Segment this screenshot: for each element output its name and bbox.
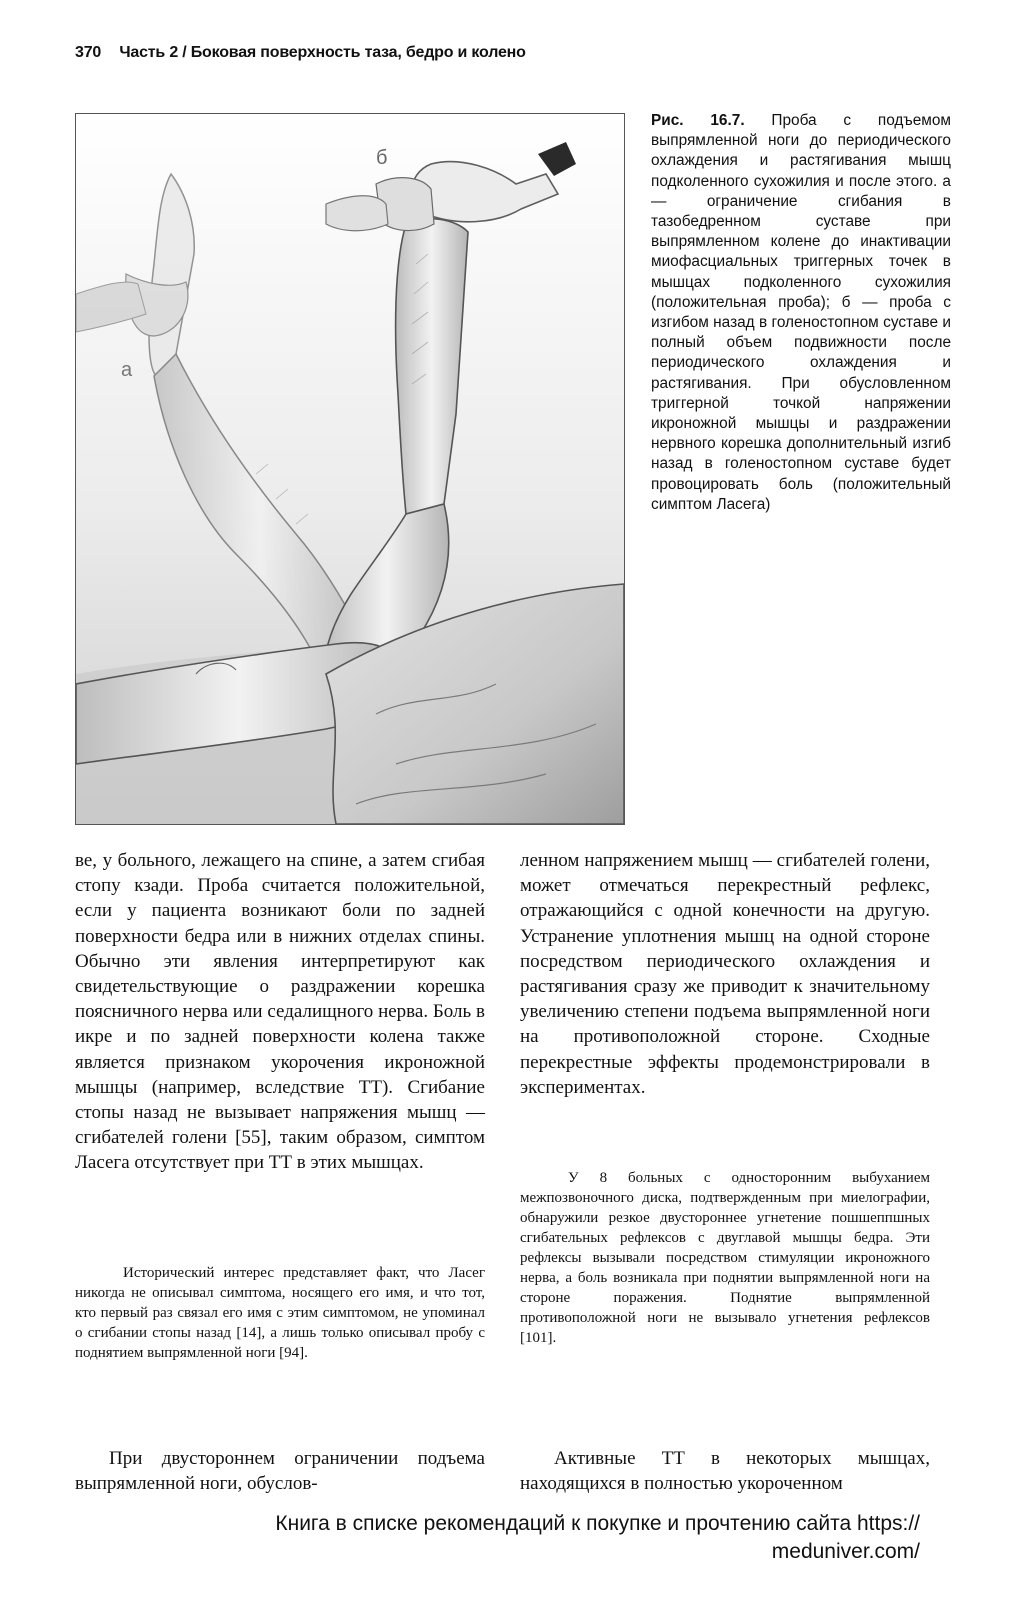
left-paragraph-1: ве, у больного, лежащего на спине, а затем сгибая стопу кзади. Проба считается положительной, если у пациента возникают боли по задней поверхности бедра или в нижних отделах спины. Обычно эти явления интерпретируют как свидетельствующие о раздражении корешка поясничного нерва или седалищного нерва. Боль в икре и по задней поверхности колена также является признаком укорочения икроножной мышцы (например, вследствие ТТ). Сгибание стопы назад не вызывает напряжения мышц — сгибателей голени [55], таким образом, симптом Ласега отсутствует при ТТ в этих мышцах. (75, 850, 485, 1174)
right-small-note: У 8 больных с односторонним выбуханием межпозвоночного диска, подтвержденным при миелографии, обнаружили резкое двустороннее угнетение пошшеппшных сгибательных рефлексов с двуглавой мышцы бедра. Эти рефлексы вызывали посредством стимуляции икроножного нерва, а боль возникала при поднятии выпрямленной ноги на стороне поражения. Поднятие выпрямленной противоположной ноги не вызывало угнетения рефлексов [101]. (520, 1170, 930, 1346)
caption-label: Рис. 16.7. (651, 112, 745, 129)
site-watermark-note: Книга в списке рекомендаций к покупке и прочтению сайта https:// meduniver.com/ (275, 1512, 920, 1563)
caption-text: Проба с подъемом выпрямленной ноги до периодического охлаждения и растягивания мышц подколенного сухожилия и после этого. а — ограничение сгибания в тазобедренном суставе при выпрямленном колене до инактивации миофасциальных триггерных точек в мышцах подколенного сухожилия (положительная проба); б — проба с изгибом назад в голеностопном суставе и полный объем подвижности после периодического охлаждения и растягивания. При обусловленном триггерной точкой напряжении икроножной мышцы и раздражении нервного корешка дополнительный изгиб назад в голеностопном суставе будет провоцировать боль (положительный симптом Ласега) (651, 112, 951, 513)
figure-illustration (75, 113, 625, 825)
legs-illustration (76, 114, 624, 824)
figure-caption (651, 111, 951, 515)
left-small-note: Исторический интерес представляет факт, что Ласег никогда не описывал симптома, носящего его имя, и что тот, кто первый раз связал его имя с этим симптомом, не упоминал о сгибании стопы назад [14], а лишь только описывал пробу с поднятием выпрямленной ноги [94]. (75, 1265, 485, 1361)
left-paragraph-2: При двустороннем ограничении подъема выпрямленной ноги, обуслов- (75, 1448, 485, 1495)
left-column (75, 848, 485, 1176)
label-b: б (376, 147, 388, 169)
right-continuation (520, 1446, 930, 1496)
right-paragraph-1: ленном напряжением мышц — сгибателей голени, может отмечаться перекрестный рефлекс, отражающийся с одной конечности на другую. Устранение уплотнения мышц на одной стороне посредством периодического охлаждения и растягивания сразу же приводит к значительному увеличению степени подъема выпрямленной ноги на противоположной стороне. Сходные перекрестные эффекты продемонстрировали в экспериментах. (520, 850, 930, 1098)
left-note-block (75, 1263, 485, 1363)
running-header (75, 44, 955, 62)
right-note-block (520, 1168, 930, 1348)
right-column (520, 848, 930, 1100)
page-number: 370 (75, 44, 102, 61)
running-title: Часть 2 / Боковая поверхность таза, бедро и колено (119, 44, 526, 61)
label-a: а (121, 359, 133, 381)
left-continuation (75, 1446, 485, 1496)
right-paragraph-2: Активные ТТ в некоторых мышцах, находящихся в полностью укороченном (520, 1448, 930, 1495)
